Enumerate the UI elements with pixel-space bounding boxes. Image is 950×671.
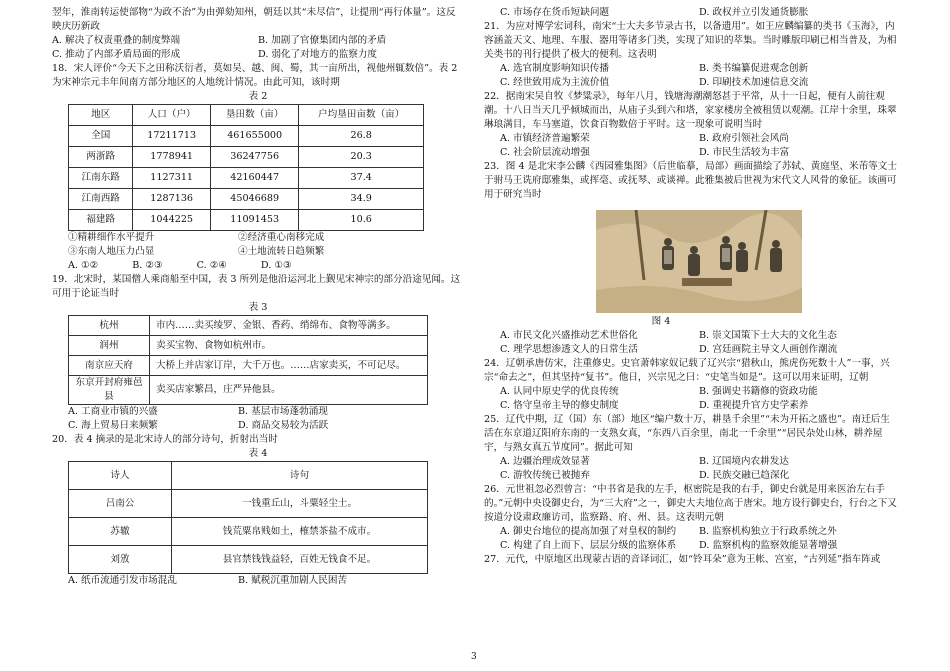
table3-row — [69, 356, 428, 376]
q18-option-a[interactable]: A. ①② — [68, 260, 99, 271]
q24-options-row1 — [484, 385, 898, 399]
q23-option-b[interactable]: B. 崇文国策下士大夫的文化生态 — [699, 330, 837, 341]
table3-desc: 卖买店家繁昌，庄严异他县。 — [150, 376, 428, 405]
table2-cell: 37.4 — [299, 168, 424, 189]
q25-option-d[interactable]: D. 民族交融已趋深化 — [699, 470, 790, 481]
q26-option-b[interactable]: B. 监察机构独立于行政系统之外 — [699, 526, 837, 537]
q23-option-a[interactable]: A. 市民文化兴盛推动艺术世俗化 — [500, 330, 638, 341]
table2-cell: 1127311 — [133, 168, 211, 189]
table2-cell: 全国 — [69, 126, 133, 147]
q23-option-c[interactable]: C. 理学思想渗透文人的日常生活 — [500, 344, 638, 355]
q19-option-c[interactable]: C. 海上贸易日来频繁 — [68, 420, 158, 431]
table4-verse: 钱荒粟帛贱如土，榷禁茶盐不成市。 — [172, 518, 428, 546]
q25-option-b[interactable]: B. 辽国境内农耕发达 — [699, 456, 789, 467]
table2-header-row — [69, 105, 424, 126]
q27-text: 27．元代，中原地区出现蒙古语的音译词汇，如“铃耳朵”意为王帐、宫室，“古列延”指车阵或 — [484, 554, 881, 565]
q23-options-row1 — [484, 329, 898, 343]
q17-options-row1 — [52, 34, 464, 48]
table4-caption: 表 4 — [248, 448, 268, 459]
right-column — [484, 6, 898, 567]
table4 — [68, 461, 428, 574]
table3-desc: 卖买宝物、食物如杭州市。 — [150, 336, 428, 356]
table2-row — [69, 189, 424, 210]
q20-option-d[interactable]: D. 政权并立引发通货膨胀 — [699, 7, 809, 18]
table2-cell: 34.9 — [299, 189, 424, 210]
q20-options-row2 — [484, 6, 898, 20]
q22-options-row2 — [484, 146, 898, 160]
q22-option-b[interactable]: B. 政府引领社会风尚 — [699, 133, 789, 144]
q18-option-d[interactable]: D. ①③ — [260, 260, 292, 271]
table4-row — [69, 518, 428, 546]
table2-cell: 45046689 — [210, 189, 298, 210]
q17-option-b[interactable]: B. 加剧了官僚集团内部的矛盾 — [258, 35, 387, 46]
table4-verse: 一钱重丘山，斗粟轻尘土。 — [172, 490, 428, 518]
q21-options-row1 — [484, 62, 898, 76]
q25-options-row1 — [484, 455, 898, 469]
q19-option-d[interactable]: D. 商品交易较为活跃 — [238, 420, 329, 431]
q21-option-a[interactable]: A. 选官制度影响知识传播 — [500, 63, 609, 74]
table3-desc: 市内……卖买绫罗、金银、香药、绡绵布、食物等满多。 — [150, 316, 428, 336]
q21-text: 21．为应对博学宏词科，南宋“士大夫多节录古书，以备遗用”。如王应麟编纂的类书《玉海》，内容涵盖天文、地理、车服、器用等诸多门类，实现了知识的萃集。当时雕版印刷已相当普及，为相关类书的刊行提供了极大的便利。这表明 — [484, 21, 897, 60]
q20-option-a[interactable]: A. 纸币流通引发市场混乱 — [68, 575, 177, 586]
table4-poet: 刘攽 — [69, 546, 172, 574]
page-number: 3 — [471, 652, 477, 662]
table4-header-row — [69, 462, 428, 490]
table3-place: 东京开封府雍邑县 — [69, 376, 150, 405]
q21-option-c[interactable]: C. 经世致用成为主流价值 — [500, 77, 610, 88]
q24-option-d[interactable]: D. 重视提升官方史学素养 — [699, 400, 809, 411]
q25-option-a[interactable]: A. 边疆治理成效显著 — [500, 456, 590, 467]
table4-row — [69, 490, 428, 518]
q20-options-row1 — [52, 574, 408, 588]
table4-verse: 县官禁钱钱益轻，百姓无钱食不足。 — [172, 546, 428, 574]
q25-option-c[interactable]: C. 游牧传统已被抛弃 — [500, 470, 590, 481]
table2-cell: 江南东路 — [69, 168, 133, 189]
table3-row — [69, 376, 428, 405]
q24-options-row2 — [484, 399, 898, 413]
table3-place: 润州 — [69, 336, 150, 356]
table2-header: 人口（户） — [133, 105, 211, 126]
q21-option-b[interactable]: B. 类书编纂促进观念创新 — [699, 63, 809, 74]
table3-place: 杭州 — [69, 316, 150, 336]
table2-header: 户均垦田亩数（亩） — [299, 105, 424, 126]
q22-text: 22．据南宋吴自牧《梦粱录》，每年八月，钱塘海潮潮怒甚于平常，从十一日起，便有人前往观潮。十八日当天几乎倾城而出，从庙子头到六和塔，家家楼房全被租赁以观潮。江岸十余里，珠翠琳琅满目，车马塞道，饮食百物数倍于平时。这一现象可说明当时 — [484, 91, 897, 130]
table2-row — [69, 147, 424, 168]
table2-row — [69, 210, 424, 231]
q18-item-2: ②经济重心南移完成 — [238, 232, 325, 243]
q18-item-4: ④土地流转日趋频繁 — [238, 246, 325, 257]
q17-option-c[interactable]: C. 推动了内部矛盾局面的形成 — [52, 49, 181, 60]
painting-figure — [596, 210, 802, 313]
q18-option-c[interactable]: C. ②④ — [196, 260, 227, 271]
table2-cell: 20.3 — [299, 147, 424, 168]
q17-option-a[interactable]: A. 解决了权责重叠的制度弊端 — [52, 35, 181, 46]
q20-option-b[interactable]: B. 赋税沉重加剧人民困苦 — [238, 575, 348, 586]
q24-option-b[interactable]: B. 强调史书籍修的资政功能 — [699, 386, 818, 397]
table4-row — [69, 546, 428, 574]
q18-item-3: ③东南人地压力凸显 — [68, 246, 155, 257]
q19-options-row2 — [52, 419, 408, 433]
q18-item-1: ①精耕细作水平提升 — [68, 232, 155, 243]
painting-illustration — [596, 210, 802, 313]
q26-text: 26．元世祖忽必烈曾言：“中书省是我的左手，枢密院是我的右手，御史台就是用来医治左右手的。”元朝中央设御史台，为“三大府”之一，御史大夫地位高于唐宋。地方设行御史台，行台之下又按道分设肃政廉访司，监察路、府、州、县。这表明元朝 — [484, 484, 897, 523]
table2-cell: 17211713 — [133, 126, 211, 147]
table2-row — [69, 168, 424, 189]
table2-cell: 10.6 — [299, 210, 424, 231]
table3-row — [69, 336, 428, 356]
q25-text: 25．辽代中期，辽（国）东（部）地区“编户数十万，耕垦千余里”“未为开拓之盛也”。南迁后生活在东京道辽阳府东南的一支熟女真，“东西八百余里，南北一千余里”“居民杂处山林，耕养屋宇，与熟女真五节度同”。据此可知 — [484, 414, 890, 453]
q25-options-row2 — [484, 469, 898, 483]
table4-header: 诗句 — [172, 462, 428, 490]
q24-option-a[interactable]: A. 认同中原史学的优良传统 — [500, 386, 619, 397]
table2-header: 地区 — [69, 105, 133, 126]
q17-text: 翌年，淮南转运使部物“为政不治”为由弹劾知州，朝廷以其“未尽信”，让提刑“再行体量”。这反映庆历新政 — [52, 7, 456, 32]
q26-option-c[interactable]: C. 构建了自上而下、层层分级的监察体系 — [500, 540, 677, 551]
q18-option-b[interactable]: B. ②③ — [132, 260, 163, 271]
table2-cell: 江南西路 — [69, 189, 133, 210]
table4-header: 诗人 — [69, 462, 172, 490]
table3-caption: 表 3 — [248, 302, 268, 313]
q19-option-a[interactable]: A. 工商业市镇的兴盛 — [68, 406, 158, 417]
table2-cell: 1044225 — [133, 210, 211, 231]
q18-options — [52, 259, 464, 273]
q22-option-c[interactable]: C. 社会阶层流动增强 — [500, 147, 590, 158]
q21-options-row2 — [484, 76, 898, 90]
q17-option-d[interactable]: D. 弱化了对地方的监察力度 — [258, 49, 377, 60]
q26-option-d[interactable]: D. 监察机构的监察效能显著增强 — [699, 540, 838, 551]
q23-options-row2 — [484, 343, 898, 357]
q22-options-row1 — [484, 132, 898, 146]
q19-options-row1 — [52, 405, 408, 419]
q24-option-c[interactable]: C. 恪守皇帝主导的修史制度 — [500, 400, 619, 411]
table3-desc: 大桥上并店家订岸，大千万也。……店家卖买，不可记尽。 — [150, 356, 428, 376]
table2 — [68, 104, 424, 231]
table2-cell: 36247756 — [210, 147, 298, 168]
table3-place: 南京应天府 — [69, 356, 150, 376]
q26-options-row1 — [484, 525, 898, 539]
table3-row — [69, 316, 428, 336]
table2-cell: 42160447 — [210, 168, 298, 189]
q19-option-b[interactable]: B. 基层市场蓬勃涌现 — [238, 406, 328, 417]
q18-text: 18．宋人评价“今天下之田称沃衍者，莫如吴、越、闽、蜀，其一亩所出，视他州辄数倍”。表 2为宋神宗元丰年间南方部分地区的人地统计情况。由此可知，该时期 — [52, 63, 458, 88]
table4-poet: 苏辙 — [69, 518, 172, 546]
q23-option-d[interactable]: D. 宫廷画院主导文人画创作潮流 — [699, 344, 838, 355]
table2-row — [69, 126, 424, 147]
table2-cell: 1778941 — [133, 147, 211, 168]
table2-cell: 福建路 — [69, 210, 133, 231]
q18-items-row1 — [52, 231, 408, 245]
table2-cell: 两浙路 — [69, 147, 133, 168]
q20-option-c[interactable]: C. 市场存在货币短缺问题 — [500, 7, 610, 18]
q24-text: 24．辽朝承唐仿宋，注重修史。史官萧韩家奴记载了辽兴宗“猎秋山，熊虎伤死数十人”一事，兴宗“命去之”，但其坚持“复书”。他日，兴宗见之曰：“史笔当如是”。这可以用来证明，辽朝 — [484, 358, 890, 383]
table2-cell: 1287136 — [133, 189, 211, 210]
q22-option-d[interactable]: D. 市民生活较为丰富 — [699, 147, 790, 158]
q26-option-a[interactable]: A. 御史台地位的提高加强了对皇权的制约 — [500, 526, 677, 537]
table2-cell: 461655000 — [210, 126, 298, 147]
q26-options-row2 — [484, 539, 898, 553]
table2-header: 垦田数（亩） — [210, 105, 298, 126]
table3 — [68, 315, 428, 405]
table2-caption: 表 2 — [248, 91, 268, 102]
q17-options-row2 — [52, 48, 464, 62]
q21-option-d[interactable]: D. 印刷技术加速信息交流 — [699, 77, 809, 88]
table2-cell: 26.8 — [299, 126, 424, 147]
table2-cell: 11091453 — [210, 210, 298, 231]
q23-text: 23．图 4 是北宋李公麟《西园雅集图》（后世临摹，局部）画面描绘了苏轼、黄庭坚、米芾等文士于驸马王诜府邸雅集，或挥毫、或抚琴、或谈禅。此雅集被后世视为宋代文人风骨的象征。该画可用于研究当时 — [484, 161, 897, 200]
figure-caption: 图 4 — [651, 316, 671, 327]
left-column — [52, 6, 464, 588]
q18-items-row2 — [52, 245, 408, 259]
q22-option-a[interactable]: A. 市镇经济普遍繁荣 — [500, 133, 590, 144]
table4-poet: 吕南公 — [69, 490, 172, 518]
q20-text: 20．表 4 摘录的是北宋诗人的部分诗句，折射出当时 — [52, 434, 278, 445]
q19-text: 19．北宋时，某国僧人乘商船至中国，表 3 所列是他沿运河北上觐见宋神宗的部分沿途见闻。这可用于论证当时 — [52, 274, 461, 299]
